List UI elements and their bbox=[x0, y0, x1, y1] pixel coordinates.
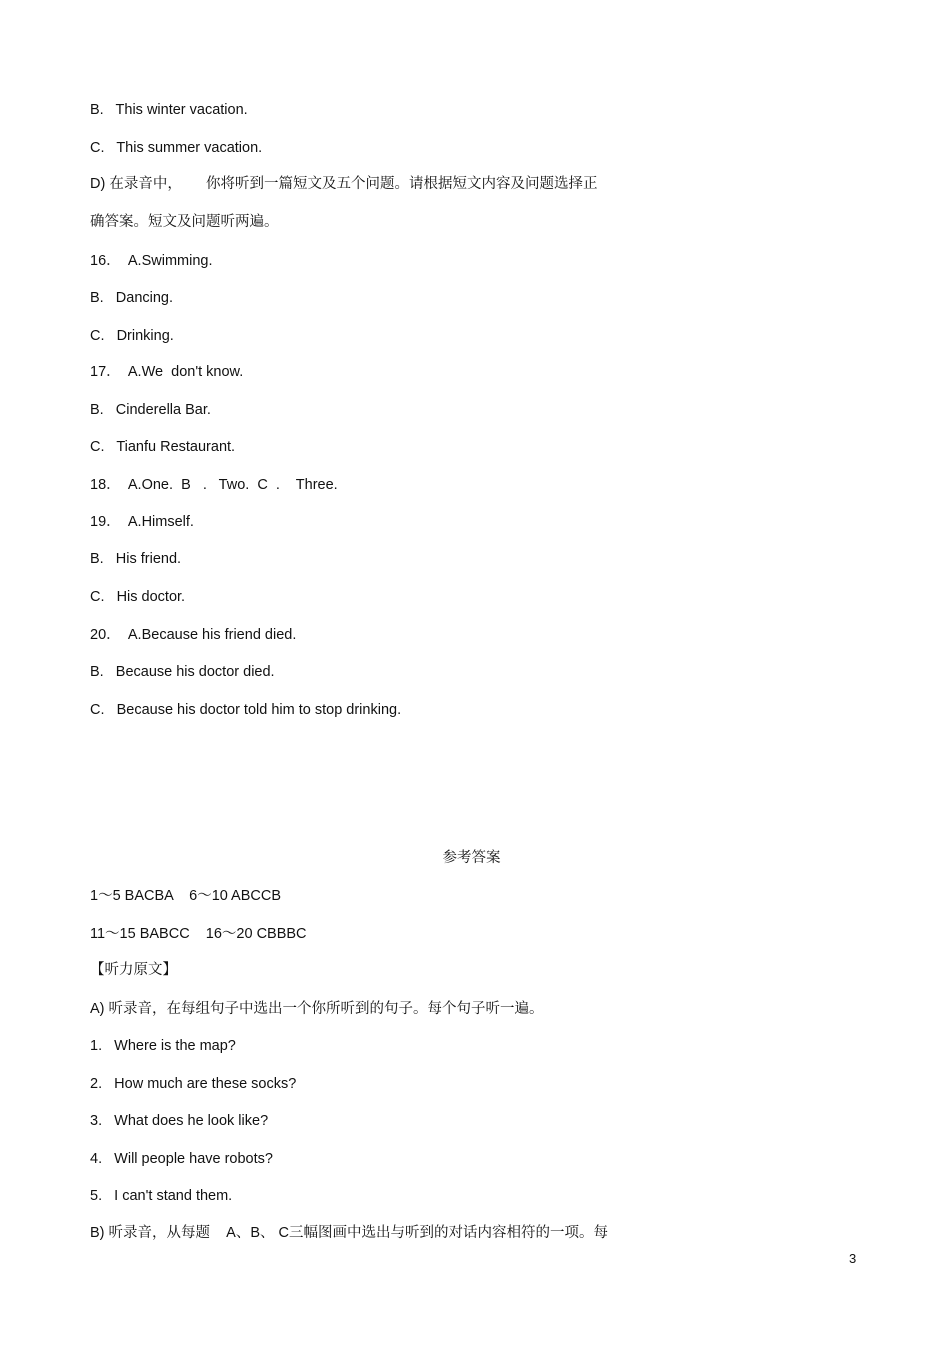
transcript-line: 3. What does he look like? bbox=[90, 1113, 269, 1129]
text-line: C. Tianfu Restaurant. bbox=[90, 439, 236, 455]
transcript-heading: 【听力原文】 bbox=[90, 962, 177, 978]
section-d-instruction: D) 在录音中， 你将听到一篇短文及五个问题。请根据短文内容及问题选择正 bbox=[90, 176, 598, 192]
transcript-line: 4. Will people have robots? bbox=[90, 1151, 273, 1167]
answer-line: 1～5 BACBA 6～10 ABCCB bbox=[90, 888, 282, 904]
page-number: 3 bbox=[849, 1251, 857, 1266]
answer-key-title: 参考答案 bbox=[442, 850, 501, 866]
question-17: 17． A.We don't know. bbox=[90, 364, 244, 380]
transcript-line: 1. Where is the map? bbox=[90, 1038, 236, 1054]
question-20: 20． A.Because his friend died. bbox=[90, 627, 297, 643]
transcript-section-a: A) 听录音，在每组句子中选出一个你所听到的句子。每个句子听一遍。 bbox=[90, 1001, 544, 1017]
text-line: B. His friend. bbox=[90, 551, 182, 567]
transcript-section-b: B) 听录音，从每题 A、B、 C三幅图画中选出与听到的对话内容相符的一项。每 bbox=[90, 1225, 608, 1241]
text-line: B. Because his doctor died. bbox=[90, 664, 275, 680]
question-18: 18． A.One. B . Two. C . Three. bbox=[90, 477, 338, 493]
text-line: C. His doctor. bbox=[90, 589, 186, 605]
text-line: B. This winter vacation. bbox=[90, 102, 248, 118]
question-19: 19． A.Himself. bbox=[90, 514, 194, 530]
text-line: C. Drinking. bbox=[90, 328, 174, 344]
text-line: B. Dancing. bbox=[90, 290, 174, 306]
text-line: C. This summer vacation. bbox=[90, 140, 263, 156]
transcript-line: 5. I can't stand them. bbox=[90, 1188, 233, 1204]
section-d-instruction-cont: 确答案。短文及问题听两遍。 bbox=[90, 214, 279, 230]
answer-line: 11～15 BABCC 16～20 CBBBC bbox=[90, 926, 307, 942]
text-line: C. Because his doctor told him to stop drinking. bbox=[90, 702, 402, 718]
text-line: B. Cinderella Bar. bbox=[90, 402, 211, 418]
question-16: 16． A.Swimming. bbox=[90, 253, 213, 269]
transcript-line: 2. How much are these socks? bbox=[90, 1076, 297, 1092]
